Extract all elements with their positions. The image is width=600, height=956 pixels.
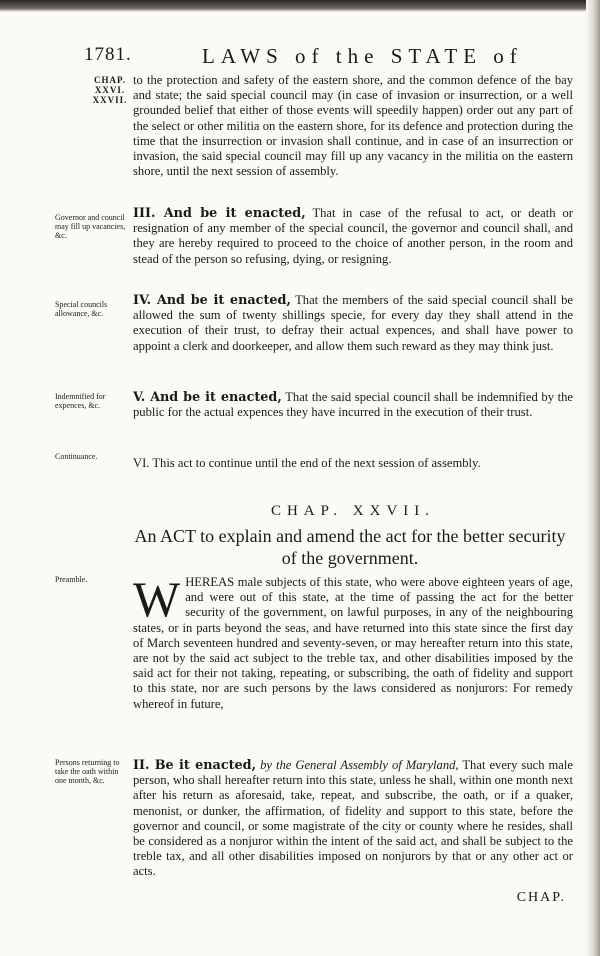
- section-4: [133, 293, 573, 354]
- section-6: VI. This act to continue until the end of the next session of assembly.: [133, 456, 481, 470]
- section-5-text: That the said special council shall be indemnified by the public for the actual expences they have incurred in the execution of their trust.: [133, 390, 573, 420]
- section-2: [133, 758, 573, 880]
- section-2-lead: II. Be it enacted,: [133, 758, 257, 773]
- margin-note-persons-returning: Persons returning to take the oath within one month, &c.: [55, 758, 120, 785]
- preamble: [133, 571, 573, 712]
- margin-note-special-council-allowance: Special councils allowance, &c.: [55, 300, 108, 318]
- paragraph-continued: to the protection and safety of the eastern shore, and the common defence of the bay and state; the said special council may (in case of invasion or insurrection, or a well grounded belief that either of those events will speedily happen) order out any part of the select or other militia on the eastern shore, for its defence and protection during the time that the insurrection or invasion shall continue, and in case of an insurrection or invasion, the said special council may fill up any vacancy in the militia on the eastern shore, until the next session of assembly.: [133, 73, 573, 179]
- section-4-lead: IV. And be it enacted,: [133, 293, 291, 308]
- chapter-heading: CHAP. XXVII.: [270, 503, 436, 519]
- margin-note-indemnified: Indemnified for expences, &c.: [55, 392, 106, 410]
- margin-note-governor-council: Governor and council may fill up vacancies, &c.: [55, 213, 126, 240]
- margin-note-preamble: Preamble.: [55, 575, 88, 584]
- catchword: CHAP.: [516, 890, 566, 905]
- margin-note-chapter-ref: CHAP. XXVI. XXVII.: [92, 75, 128, 105]
- section-5-lead: V. And be it enacted,: [133, 390, 282, 405]
- section-3-text: That in case of the refusal to act, or death or resignation of any member of the special council, the governor and council shall, and they are hereby required to proceed to the choice of another person, in the room and stead of the person so refusing, dying, or resigning.: [133, 206, 573, 266]
- running-head: LAWS of the STATE of: [202, 44, 523, 68]
- section-2-text: That every such male person, who shall hereafter return into this state, unless he shall, within one month next after his return as aforesaid, take, repeat, and subscribe, the oath, or if a quaker, menonist, or dunker, the affirmation, of fidelity and support to this state, before the governor and council, or some magistrate of the city or county where he resides, shall be considered as a nonjuror within the intent of the said act, and shall be subject to the treble tax, and all other disabilities imposed on nonjurors by that or any other act or acts.: [133, 758, 573, 879]
- gutter-shadow: [586, 0, 600, 956]
- act-title: An ACT to explain and amend the act for the better security of the government.: [134, 526, 566, 568]
- page-year: 1781.: [84, 44, 132, 65]
- drop-cap: W: [133, 571, 181, 627]
- preamble-text: HEREAS male subjects of this state, who were above eighteen years of age, and were out of this state, at the time of passing the act for the better security of the government, on lawful purposes, in any of the neighbouring states, or in parts beyond the seas, and have returned into this state since the first day of March seventeen hundred and seventy-seven, or may hereafter return into this state, are not by the said act subject to the treble tax, and other disabilities imposed by the said act for their not taking, repeating, or subscribing, the oath of fidelity and support to this state, nor are such persons by the laws considered as nonjurors: For remedy whereof in future,: [133, 575, 573, 711]
- section-4-text: That the members of the said special council shall be allowed the sum of twenty shillings specie, for every day they shall attend in the execution of their trust, to defray their actual expences, and shall have power to appoint a clerk and doorkeeper, and allow them such reward as they may think just.: [133, 293, 573, 353]
- page-edge-shadow: [0, 0, 600, 12]
- section-2-enacting-clause: by the General Assembly of Maryland,: [256, 758, 459, 772]
- page-header: [84, 44, 574, 70]
- margin-note-continuance: Continuance.: [55, 452, 98, 461]
- section-3-lead: III. And be it enacted,: [133, 206, 306, 221]
- section-3: [133, 206, 573, 267]
- section-5: [133, 390, 573, 420]
